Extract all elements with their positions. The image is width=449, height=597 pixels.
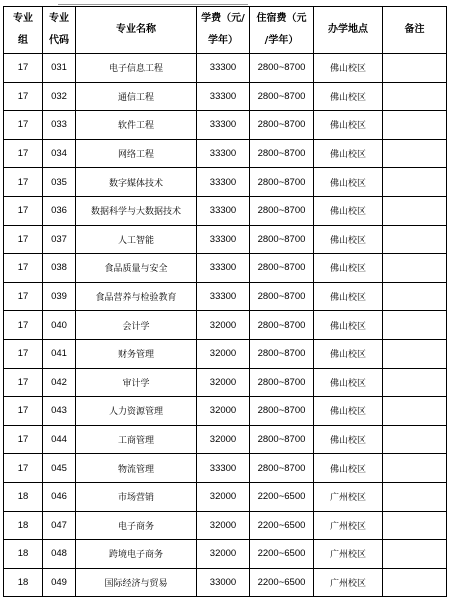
- cell-campus: 广州校区: [314, 540, 383, 569]
- cell-tuition: 33300: [197, 54, 250, 83]
- cell-major-name: 软件工程: [76, 111, 197, 140]
- cell-remark: [383, 254, 447, 283]
- cell-code: 038: [43, 254, 76, 283]
- cell-group: 18: [4, 482, 43, 511]
- header-name: 专业名称: [76, 7, 197, 54]
- cell-tuition: 32000: [197, 311, 250, 340]
- cell-campus: 佛山校区: [314, 397, 383, 426]
- cell-campus: 广州校区: [314, 482, 383, 511]
- top-rule: [58, 0, 248, 5]
- table-row: [4, 311, 447, 340]
- cell-group: 17: [4, 397, 43, 426]
- table-row: [4, 254, 447, 283]
- cell-dorm-fee: 2800~8700: [250, 254, 314, 283]
- cell-tuition: 32000: [197, 339, 250, 368]
- cell-major-name: 人工智能: [76, 225, 197, 254]
- cell-group: 17: [4, 254, 43, 283]
- table-row: [4, 282, 447, 311]
- cell-code: 044: [43, 425, 76, 454]
- header-campus: 办学地点: [314, 7, 383, 54]
- cell-group: 17: [4, 168, 43, 197]
- cell-group: 17: [4, 54, 43, 83]
- cell-tuition: 32000: [197, 540, 250, 569]
- cell-major-name: 会计学: [76, 311, 197, 340]
- cell-dorm-fee: 2800~8700: [250, 111, 314, 140]
- table-row: [4, 82, 447, 111]
- cell-code: 041: [43, 339, 76, 368]
- table-row: [4, 540, 447, 569]
- cell-dorm-fee: 2800~8700: [250, 54, 314, 83]
- cell-campus: 佛山校区: [314, 282, 383, 311]
- cell-tuition: 33300: [197, 254, 250, 283]
- cell-code: 039: [43, 282, 76, 311]
- cell-campus: 佛山校区: [314, 339, 383, 368]
- table-row: [4, 139, 447, 168]
- cell-campus: 佛山校区: [314, 82, 383, 111]
- cell-dorm-fee: 2800~8700: [250, 168, 314, 197]
- cell-code: 031: [43, 54, 76, 83]
- cell-campus: 佛山校区: [314, 425, 383, 454]
- cell-dorm-fee: 2800~8700: [250, 339, 314, 368]
- table-row: [4, 196, 447, 225]
- cell-code: 037: [43, 225, 76, 254]
- cell-group: 17: [4, 425, 43, 454]
- cell-tuition: 33300: [197, 196, 250, 225]
- cell-code: 047: [43, 511, 76, 540]
- cell-remark: [383, 54, 447, 83]
- header-group: 专业 组: [4, 7, 43, 54]
- cell-major-name: 审计学: [76, 368, 197, 397]
- cell-major-name: 食品质量与安全: [76, 254, 197, 283]
- cell-code: 033: [43, 111, 76, 140]
- cell-remark: [383, 511, 447, 540]
- cell-remark: [383, 339, 447, 368]
- cell-campus: 佛山校区: [314, 111, 383, 140]
- cell-group: 17: [4, 454, 43, 483]
- cell-group: 17: [4, 139, 43, 168]
- table-row: [4, 339, 447, 368]
- table-row: [4, 511, 447, 540]
- cell-group: 17: [4, 82, 43, 111]
- cell-code: 049: [43, 568, 76, 597]
- cell-dorm-fee: 2200~6500: [250, 482, 314, 511]
- cell-major-name: 人力资源管理: [76, 397, 197, 426]
- cell-major-name: 跨境电子商务: [76, 540, 197, 569]
- cell-campus: 广州校区: [314, 568, 383, 597]
- cell-tuition: 33300: [197, 111, 250, 140]
- cell-tuition: 33300: [197, 454, 250, 483]
- cell-dorm-fee: 2800~8700: [250, 425, 314, 454]
- table-header-row: [4, 7, 447, 54]
- table-row: [4, 482, 447, 511]
- cell-code: 048: [43, 540, 76, 569]
- cell-remark: [383, 368, 447, 397]
- cell-code: 032: [43, 82, 76, 111]
- cell-dorm-fee: 2800~8700: [250, 82, 314, 111]
- cell-tuition: 33300: [197, 168, 250, 197]
- cell-major-name: 通信工程: [76, 82, 197, 111]
- cell-campus: 佛山校区: [314, 225, 383, 254]
- cell-major-name: 国际经济与贸易: [76, 568, 197, 597]
- header-remark: 备注: [383, 7, 447, 54]
- cell-remark: [383, 196, 447, 225]
- cell-group: 18: [4, 568, 43, 597]
- cell-code: 043: [43, 397, 76, 426]
- cell-group: 17: [4, 111, 43, 140]
- cell-dorm-fee: 2800~8700: [250, 139, 314, 168]
- cell-remark: [383, 111, 447, 140]
- cell-dorm-fee: 2800~8700: [250, 397, 314, 426]
- cell-major-name: 数据科学与大数据技术: [76, 196, 197, 225]
- table-row: [4, 397, 447, 426]
- cell-campus: 佛山校区: [314, 254, 383, 283]
- cell-dorm-fee: 2200~6500: [250, 540, 314, 569]
- cell-tuition: 32000: [197, 397, 250, 426]
- cell-dorm-fee: 2800~8700: [250, 311, 314, 340]
- cell-group: 17: [4, 339, 43, 368]
- cell-code: 035: [43, 168, 76, 197]
- table-row: [4, 168, 447, 197]
- cell-remark: [383, 311, 447, 340]
- cell-dorm-fee: 2800~8700: [250, 368, 314, 397]
- cell-remark: [383, 82, 447, 111]
- majors-fee-table: [3, 6, 447, 597]
- cell-tuition: 32000: [197, 482, 250, 511]
- cell-code: 040: [43, 311, 76, 340]
- cell-dorm-fee: 2800~8700: [250, 225, 314, 254]
- cell-remark: [383, 282, 447, 311]
- cell-code: 034: [43, 139, 76, 168]
- cell-code: 042: [43, 368, 76, 397]
- cell-code: 036: [43, 196, 76, 225]
- cell-group: 17: [4, 282, 43, 311]
- cell-dorm-fee: 2200~6500: [250, 568, 314, 597]
- cell-major-name: 工商管理: [76, 425, 197, 454]
- cell-tuition: 33300: [197, 282, 250, 311]
- cell-tuition: 32000: [197, 511, 250, 540]
- cell-major-name: 食品营养与检验教育: [76, 282, 197, 311]
- cell-campus: 佛山校区: [314, 368, 383, 397]
- cell-remark: [383, 454, 447, 483]
- cell-remark: [383, 168, 447, 197]
- cell-major-name: 物流管理: [76, 454, 197, 483]
- cell-campus: 佛山校区: [314, 196, 383, 225]
- cell-group: 17: [4, 196, 43, 225]
- table-row: [4, 225, 447, 254]
- cell-campus: 佛山校区: [314, 454, 383, 483]
- table-row: [4, 454, 447, 483]
- cell-group: 17: [4, 225, 43, 254]
- cell-remark: [383, 397, 447, 426]
- cell-remark: [383, 225, 447, 254]
- cell-dorm-fee: 2800~8700: [250, 454, 314, 483]
- cell-remark: [383, 425, 447, 454]
- cell-campus: 佛山校区: [314, 139, 383, 168]
- cell-group: 18: [4, 540, 43, 569]
- cell-group: 17: [4, 368, 43, 397]
- cell-major-name: 网络工程: [76, 139, 197, 168]
- cell-tuition: 33300: [197, 225, 250, 254]
- cell-tuition: 33300: [197, 82, 250, 111]
- cell-major-name: 电子信息工程: [76, 54, 197, 83]
- cell-campus: 佛山校区: [314, 168, 383, 197]
- header-code: 专业 代码: [43, 7, 76, 54]
- cell-remark: [383, 139, 447, 168]
- cell-group: 17: [4, 311, 43, 340]
- cell-dorm-fee: 2800~8700: [250, 196, 314, 225]
- cell-remark: [383, 540, 447, 569]
- cell-group: 18: [4, 511, 43, 540]
- cell-campus: 广州校区: [314, 511, 383, 540]
- cell-code: 046: [43, 482, 76, 511]
- cell-major-name: 市场营销: [76, 482, 197, 511]
- table-row: [4, 425, 447, 454]
- cell-remark: [383, 482, 447, 511]
- table-row: [4, 111, 447, 140]
- cell-tuition: 32000: [197, 368, 250, 397]
- cell-tuition: 33300: [197, 139, 250, 168]
- table-row: [4, 568, 447, 597]
- table-row: [4, 54, 447, 83]
- header-dorm-fee: 住宿费（元 /学年）: [250, 7, 314, 54]
- table-row: [4, 368, 447, 397]
- cell-major-name: 数字媒体技术: [76, 168, 197, 197]
- header-tuition: 学费（元/ 学年）: [197, 7, 250, 54]
- cell-major-name: 财务管理: [76, 339, 197, 368]
- cell-dorm-fee: 2200~6500: [250, 511, 314, 540]
- cell-campus: 佛山校区: [314, 311, 383, 340]
- cell-campus: 佛山校区: [314, 54, 383, 83]
- cell-code: 045: [43, 454, 76, 483]
- cell-tuition: 33000: [197, 568, 250, 597]
- cell-dorm-fee: 2800~8700: [250, 282, 314, 311]
- cell-tuition: 32000: [197, 425, 250, 454]
- cell-remark: [383, 568, 447, 597]
- cell-major-name: 电子商务: [76, 511, 197, 540]
